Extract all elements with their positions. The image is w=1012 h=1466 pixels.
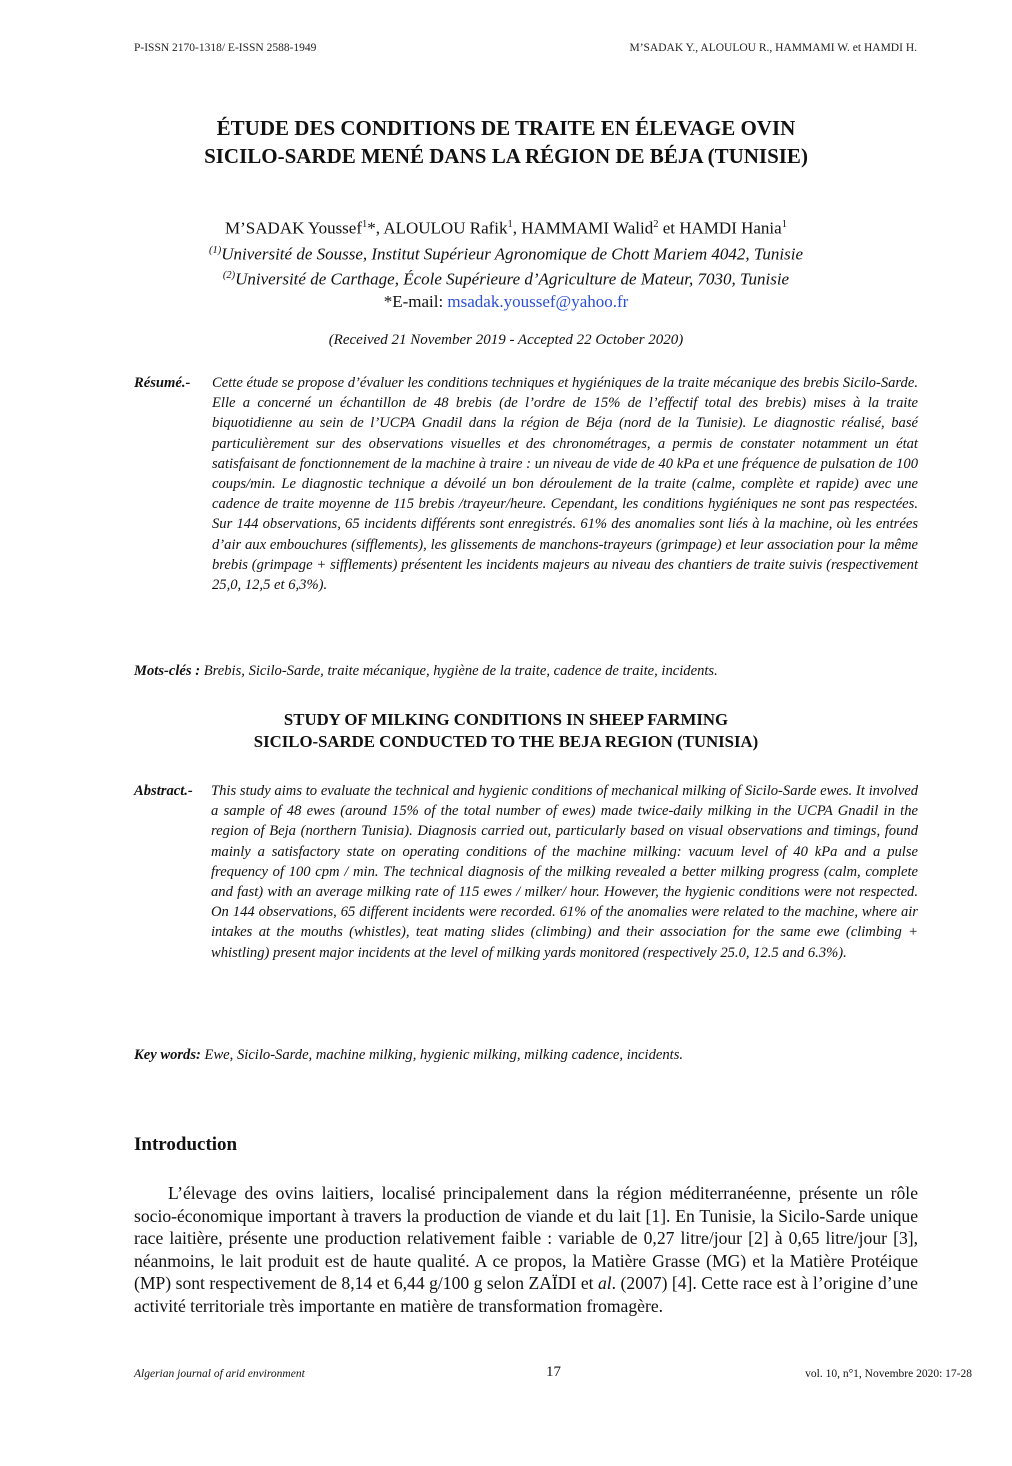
mots-cles-line [134,663,918,680]
received-accepted-dates: (Received 21 November 2019 - Accepted 22 October 2020) [328,332,684,348]
footer-page-number: 17 [546,1364,561,1380]
author-sep: , [512,218,522,238]
affiliation-1-text: Université de Sousse, Institut Supérieur Agronomique de Chott Mariem 4042, Tunisie [221,244,803,264]
mots-cles-label: Mots-clés : [134,663,201,679]
author-2-sup: 1 [507,219,513,230]
author-1: M’SADAK Youssef [225,218,363,238]
affiliation-1-sup: (1) [209,244,222,256]
header-issn: P-ISSN 2170-1318/ E-ISSN 2588-1949 [134,42,317,54]
footer-journal: Algerian journal of arid environment [134,1368,305,1380]
resume-label: Résumé.- [134,375,191,391]
author-3-sup: 2 [653,219,659,230]
email-label: *E-mail: [383,291,448,311]
title-english [0,709,1012,753]
key-words-label: Key words: [134,1047,201,1063]
key-words-line [134,1047,918,1064]
introduction-text-b: . (2007) [4]. Cette race est à l’origine d’une activité territoriale très importante en matière de transformation fromagère. [134,1273,918,1316]
email-link[interactable]: msadak.youssef@yahoo.fr [447,291,629,311]
affiliation-2-text: Université de Carthage, École Supérieure d’Agriculture de Mateur, 7030, Tunisie [235,269,790,289]
footer-volume: vol. 10, n°1, Novembre 2020: 17-28 [805,1368,972,1380]
authors-block [0,214,1012,313]
email-line [0,291,1012,313]
title-english-line2: SICILO-SARDE CONDUCTED TO THE BEJA REGION (TUNISIA) [253,732,759,751]
author-1-mark: *, [367,218,384,238]
introduction-text-a: L’élevage des ovins laitiers, localisé principalement dans la région méditerranéenne, présente un rôle socio-économique important à travers la production de viande et du lait [1]. En Tunisie, la Sicilo-Sarde unique race laitière, présente une production relativement faible : variable de 0,27 litre/jour [2] à 0,65 litre/jour [3], néanmoins, le lait produit est de haute qualité. A ce propos, la Matière Grasse (MG) et la Matière Protéique (MP) sont respectivement de 8,14 et 6,44 g/100 g selon ZAÏDI et [134,1183,918,1294]
author-and: et [658,218,680,238]
affiliation-1 [0,240,1012,266]
key-words-text: Ewe, Sicilo-Sarde, machine milking, hygienic milking, milking cadence, incidents. [200,1047,684,1063]
abstract-text: This study aims to evaluate the technical and hygienic conditions of mechanical milking of Sicilo-Sarde ewes. It involved a sample of 48 ewes (around 15% of the total number of ewes) made twice-daily milking in the UCPA Gnadil in the region of Beja (northern Tunisia). Diagnosis carried out, particularly based on visual observations and timings, found mainly a satisfactory state on operating conditions of the machine milking: vacuum level of 40 kPa and a pulse frequency of 100 cpm / min. The technical diagnosis of the milking revealed a better milking progress (calm, complete and fast) with an average milking rate of 115 ewes / milker/ hour. However, the hygienic conditions were not respected. On 144 observations, 65 different incidents were recorded. 61% of the anomalies were related to the machine, where air intakes at the mouths (whistles), teat mating slides (climbing) and their association for the same ewe (climbing + whistling) present major incidents at the level of milking yards monitored (respectively 25.0, 12.5 and 6.3%). [211,783,918,961]
author-3: HAMMAMI Walid [521,218,654,238]
resume-block [134,373,918,595]
author-2: ALOULOU Rafik [383,218,508,238]
title-french-line2: SICILO-SARDE MENÉ DANS LA RÉGION DE BÉJA (TUNISIE) [204,144,808,168]
title-french-line1: ÉTUDE DES CONDITIONS DE TRAITE EN ÉLEVAGE OVIN [216,116,796,140]
affiliation-2-sup: (2) [222,270,236,282]
abstract-label: Abstract.- [134,783,193,799]
introduction-paragraph [134,1182,918,1318]
abstract-block [134,781,918,963]
header-running-authors: M’SADAK Y., ALOULOU R., HAMMAMI W. et HAMDI H. [629,42,917,54]
title-english-line1: STUDY OF MILKING CONDITIONS IN SHEEP FARMING [283,710,729,729]
affiliation-2 [0,265,1012,291]
author-list [0,214,1012,240]
author-4-sup: 1 [781,219,787,230]
resume-text: Cette étude se propose d’évaluer les conditions techniques et hygiéniques de la traite mécanique des brebis Sicilo-Sarde. Elle a concerné un échantillon de 48 brebis (de l’ordre de 15% de l’effectif total des brebis) mises à la traite biquotidienne au sein de l’UCPA Gnadil dans la région de Béja (nord de la Tunisie). Le diagnostic réalisé, basé particulièrement sur des observations visuelles et des chronométrages, a permis de constater notamment un état satisfaisant de fonctionnement de la machine à traire : un niveau de vide de 40 kPa et une fréquence de pulsation de 100 coups/min. Le diagnostic technique a dévoilé un bon déroulement de la traite (calme, complète et rapide) avec une cadence de traite moyenne de 115 brebis /trayeur/heure. Cependant, les conditions hygiéniques ne sont pas respectées. Sur 144 observations, 65 incidents différents sont enregistrés. 61% des anomalies sont liés à la machine, où les entrées d’air aux embouchures (sifflements), les glissements de manchons-trayeurs (grimpage) et leur association pour la même brebis (grimpage + sifflements) présentent les incidents majeurs au niveau des chantiers de traite suivis (respectivement 25,0, 12,5 et 6,3%). [212,375,918,594]
title-french [0,114,1012,170]
mots-cles-text: Brebis, Sicilo-Sarde, traite mécanique, hygiène de la traite, cadence de traite, incidents. [200,663,718,679]
author-4: HAMDI Hania [679,218,782,238]
introduction-heading: Introduction [134,1134,238,1155]
introduction-text-al: al [597,1273,612,1294]
author-1-sup: 1 [362,219,368,230]
